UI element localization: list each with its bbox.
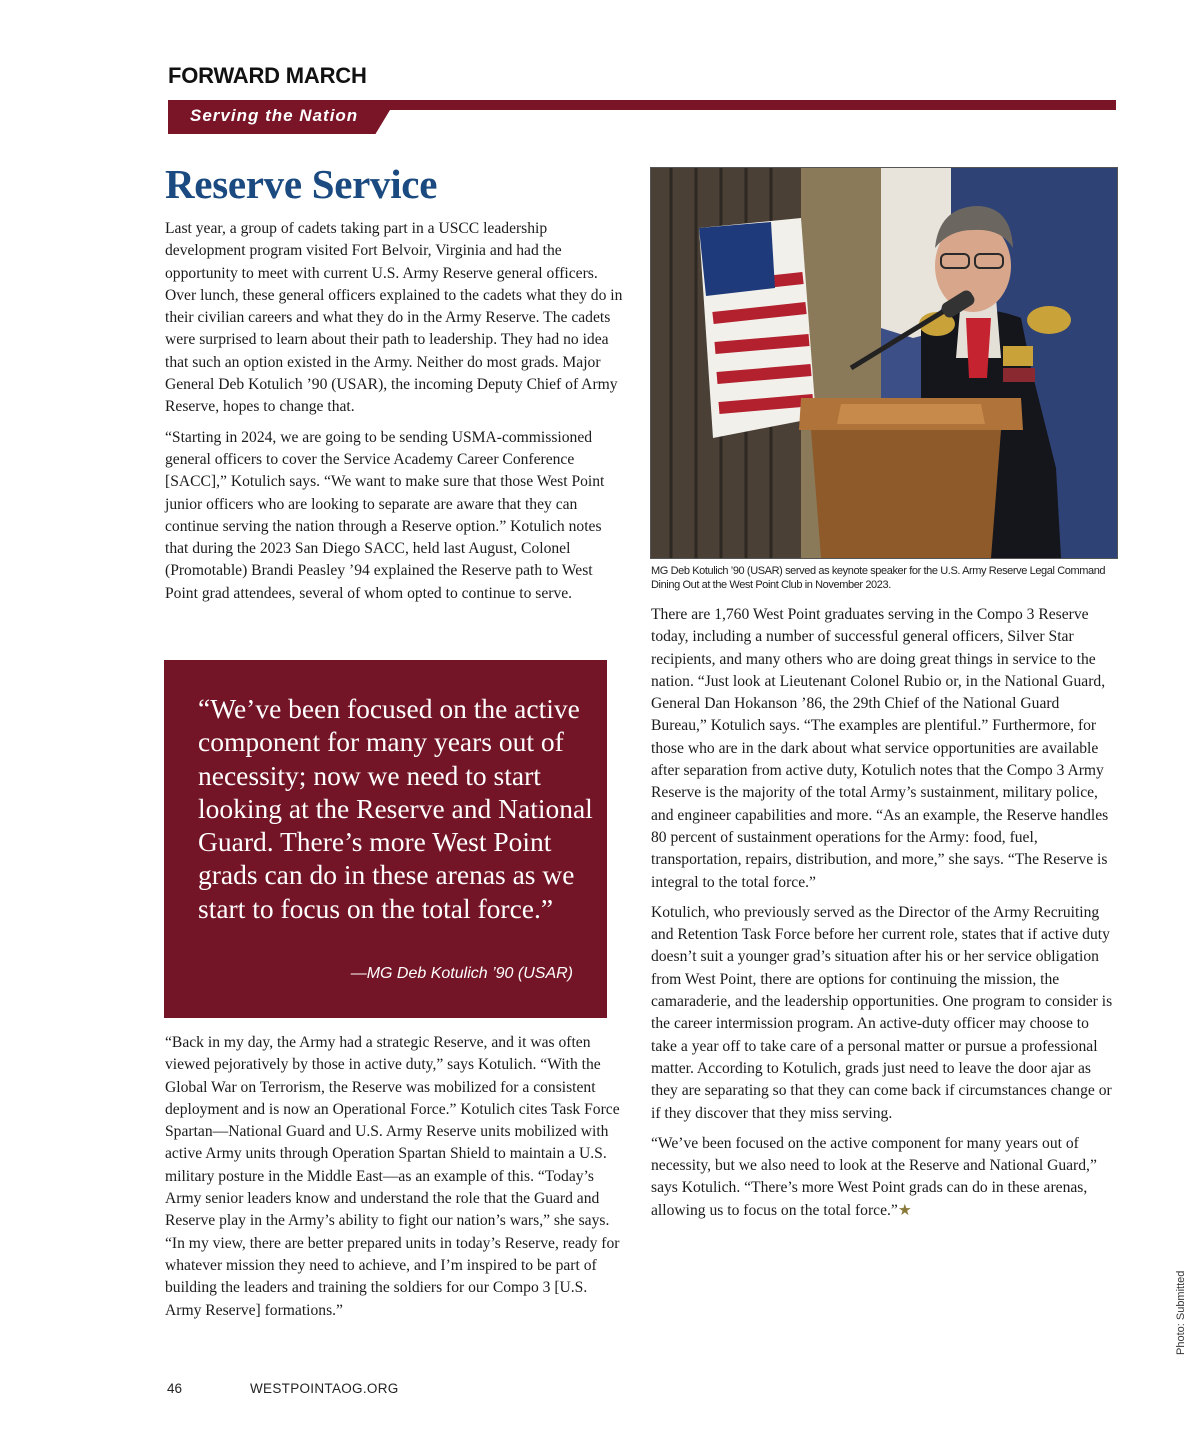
body-paragraph: Last year, a group of cadets taking part in a USCC leadership development program visited Fort Belvoir, Virginia and had the opportunity to meet with current U.S. Army Reserve general officers. Over lunch, these general officers explained to the cadets what they do in their civilian careers and what they do in the Army Reserve. The cadets were surprised to learn about their path to leadership. They had no idea that such an option existed in the Army. Neither do most grads. Major General Deb Kotulich ’90 (USAR), the incoming Deputy Chief of Army Reserve, hopes to change that.	[165, 220, 623, 416]
banner-label: Serving the Nation	[190, 106, 359, 125]
body-paragraph: Kotulich, who previously served as the Director of the Army Recruiting and Retention Task Force before her current role, states that if active duty doesn’t suit a younger grad’s situation after his or her service obligation from West Point, there are options for continuing the mission, the camaraderie, and the leadership opportunities. One program to consider is the career intermission program. An active-duty officer may choose to take a year off to take care of a personal matter or pursue a professional matter. According to Kotulich, grads just need to leave the door ajar as they are separating so that they can come back if circumstances change or if they discover that they miss serving.	[651, 903, 1113, 1122]
body-paragraph	[651, 1133, 1116, 1222]
end-star-icon: ★	[897, 1201, 912, 1219]
footer-website[interactable]: WESTPOINTAOG.ORG	[250, 1381, 399, 1396]
pull-quote-text: “We’ve been focused on the active component for many years out of necessity; now we need to start looking at the Reserve and National Guard. There’s more West Point grads can do in these arenas as we start to focus on the total force.”	[198, 693, 593, 924]
left-column-bottom	[165, 1032, 623, 1330]
photo-credit: Photo: Submitted	[1175, 1270, 1187, 1355]
speaker-photo	[650, 167, 1118, 559]
pull-quote-box	[164, 660, 607, 1018]
body-paragraph: There are 1,760 West Point graduates serving in the Compo 3 Reserve today, including a number of successful general officers, Silver Star recipients, and many others who are doing great things in service to the nation. “Just look at Lieutenant Colonel Rubio or, in the National Guard, General Dan Hokanson ’86, the 29th Chief of the National Guard Bureau,” Kotulich says. “The examples are plentiful.” Furthermore, for those who are in the dark about what service opportunities are available after separation from active duty, Kotulich notes that the Compo 3 Army Reserve is the majority of the total Army’s sustainment, military police, and engineer capabilities and more. “As an example, the Reserve handles 80 percent of sustainment operations for the Army: food, fuel, transportation, repairs, distribution, and more,” she says. “The Reserve is integral to the total force.”	[651, 606, 1109, 891]
final-paragraph-text: “We’ve been focused on the active component for many years out of necessity, but we also need to look at the Reserve and National Guard,” says Kotulich. “There’s more West Point grads can do in these arenas, allowing us to focus on the total force.”	[651, 1134, 1097, 1219]
section-label: FORWARD MARCH	[168, 63, 367, 88]
right-column	[651, 604, 1116, 1230]
banner-rule	[378, 100, 1116, 110]
photo-caption: MG Deb Kotulich ’90 (USAR) served as keynote speaker for the U.S. Army Reserve Legal Command Dining Out at the West Point Club in November 2023.	[651, 565, 1106, 591]
body-paragraph: “Starting in 2024, we are going to be sending USMA-commissioned general officers to cover the Service Academy Career Conference [SACC],” Kotulich says. “We want to make sure that those West Point junior officers who are looking to separate are aware that they can continue serving the nation through a Reserve option.” Kotulich notes that during the 2023 San Diego SACC, held last August, Colonel (Promotable) Brandi Peasley ’94 explained the Reserve path to West Point grad attendees, several of whom opted to continue to serve.	[165, 428, 605, 602]
article-title: Reserve Service	[165, 161, 438, 207]
pull-quote-attribution: —MG Deb Kotulich ’90 (USAR)	[350, 965, 573, 982]
page-number: 46	[167, 1381, 183, 1396]
left-column-top	[165, 218, 623, 613]
body-paragraph: “Back in my day, the Army had a strategic Reserve, and it was often viewed pejoratively by those in active duty,” says Kotulich. “With the Global War on Terrorism, the Reserve was mobilized for a consistent deployment and is now an Operational Force.” Kotulich cites Task Force Spartan—National Guard and U.S. Army Reserve units mobilized with active Army units through Operation Spartan Shield to maintain a U.S. military posture in the Middle East—as an example of this. “Today’s Army senior leaders know and understand the role that the Guard and Reserve play in the Army’s ability to fight our nation’s wars,” she says. “In my view, there are better prepared units in today’s Reserve, ready for whatever mission they need to achieve, and I’m inspired to be part of building the leaders and training the soldiers for our Compo 3 [U.S. Army Reserve] formations.”	[165, 1034, 620, 1319]
